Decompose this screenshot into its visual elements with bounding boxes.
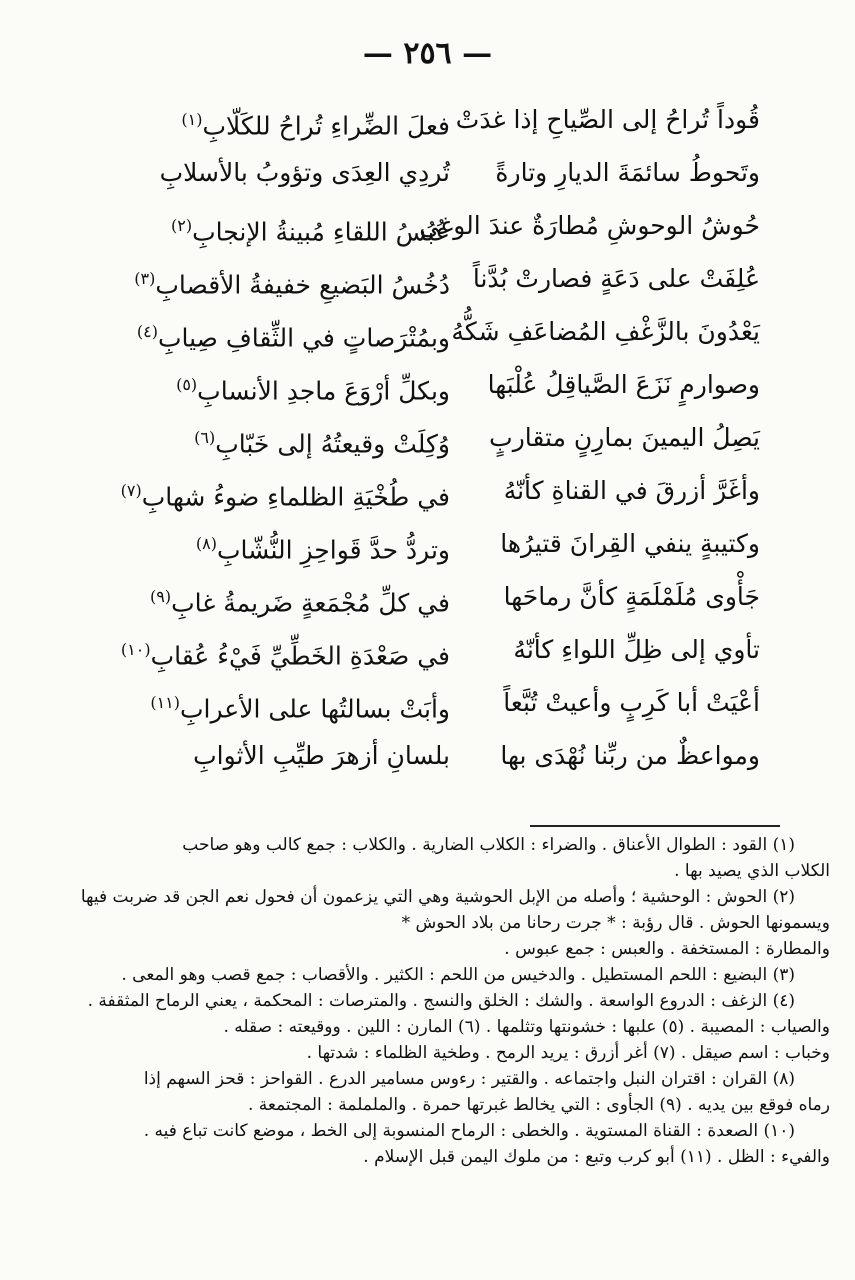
first-hemistich: وتَحوطُ سائمَةَ الديارِ وتارةً (495, 158, 760, 187)
second-hemistich (130, 577, 450, 623)
second-hemistich-text: وتردُّ حدَّ قَواحِزِ النُّشّابِ (217, 535, 450, 565)
footnote-marker: (١٠) (120, 640, 151, 659)
footnote-line: (١) القود : الطوال الأعناق . والضراء : الكلاب الضارية . والكلاب : جمع كالب وهو صاحب (182, 835, 795, 855)
poem (100, 92, 760, 781)
second-hemistich-text: وبكلِّ أرْوَعَ ماجدِ الأنسابِ (197, 376, 450, 406)
first-hemistich: يَصِلُ اليمينَ بمارِنٍ متقاربٍ (489, 423, 760, 452)
verse-line (100, 251, 760, 304)
first-hemistich: ومواعظٌ من ربِّنا نُهْدَى بها (500, 741, 760, 770)
footnote-marker: (٣) (134, 269, 156, 288)
footnote-line: والفيء : الظل . (١١) أبو كرب وتبع : من ملوك اليمن قبل الإسلام . (363, 1147, 830, 1167)
verse-line (100, 622, 760, 675)
first-hemistich: وصوارمٍ نَزَعَ الصَّياقِلُ عُلْبَها (487, 370, 760, 399)
second-hemistich-text: فعلَ الضِّراءِ تُراحُ للكَلّابِ (202, 111, 450, 141)
verse-line (100, 410, 760, 463)
first-hemistich: أعْيَتْ أبا كَرِبٍ وأعيتْ تُبَّعاً (503, 688, 760, 717)
second-hemistich-text: وُكِلَتْ وقيعتُهُ إلى خَبّابِ (215, 429, 450, 459)
footnote-marker: (١) (181, 110, 203, 129)
first-hemistich: يَعْدُونَ بالزَّغْفِ المُضاعَفِ شَكُّهُ (451, 317, 760, 346)
second-hemistich (130, 365, 450, 411)
footnote-line: (٤) الزغف : الدروع الواسعة . والشك : الخلق والنسج . والمترصات : المحكمة ، يعني الرماح المثقفة . (87, 991, 795, 1011)
second-hemistich-text: عُبُسُ اللقاءِ مُبينةُ الإنجابِ (192, 217, 450, 247)
second-hemistich (130, 100, 450, 146)
footnote-line: (٢) الحوش : الوحشية ؛ وأصله من الإبل الحوشية وهي التي يزعمون أن فحول نعم الجن قد ضربت فيها (80, 887, 795, 907)
footnote-marker: (٩) (149, 587, 172, 606)
second-hemistich-text: وأبَتْ بسالتُها على الأعرابِ (180, 694, 450, 724)
second-hemistich (130, 153, 450, 193)
footnote-line: رماه فوقع بين يديه . (٩) الجأوى : التي يخالط غبرتها حمرة . والململمة : المجتمعة . (247, 1095, 830, 1115)
verse-line (100, 357, 760, 410)
second-hemistich (130, 524, 450, 570)
first-hemistich: وأغَرَّ أزرقَ في القناةِ كأنّهُ (503, 476, 760, 505)
footnote-line: والمطارة : المستخفة . والعبس : جمع عبوس . (504, 939, 830, 959)
footnote-separator (530, 825, 780, 827)
verse-line (100, 569, 760, 622)
footnote-marker: (١١) (150, 693, 181, 712)
first-hemistich: وكتيبةٍ ينفي القِرانَ قتيرُها (500, 529, 760, 558)
first-hemistich: حُوشُ الوحوشِ مُطارَةٌ عندَ الوغى (419, 211, 760, 240)
footnotes (22, 832, 830, 1170)
second-hemistich (120, 630, 450, 676)
footnote-marker: (٥) (176, 375, 198, 394)
first-hemistich: عُلِفَتْ على دَعَةٍ فصارتْ بُدَّناً (472, 264, 760, 293)
first-hemistich: جَأْوى مُلَمْلَمَةٍ كأنَّ رماحَها (503, 582, 760, 611)
second-hemistich (120, 471, 450, 517)
second-hemistich-text: تُردِي العِدَى وتؤوبُ بالأسلابِ (159, 158, 450, 187)
verse-line (100, 145, 760, 198)
footnote-marker: (٨) (195, 534, 217, 553)
second-hemistich-text: في صَعْدَةِ الخَطِّيِّ فَيْءُ عُقابِ (150, 641, 450, 671)
footnote-line: (١٠) الصعدة : القناة المستوية . والخطى : الرماح المنسوبة إلى الخط ، موضع كانت تباع فيه . (143, 1121, 795, 1141)
verse-line (100, 675, 760, 728)
verse-line (100, 92, 760, 145)
footnote-line: الكلاب الذي يصيد بها . (674, 861, 830, 881)
page-number: — ٢٥٦ — (362, 36, 493, 71)
footnote-line: ويسمونها الحوش . قال رؤبة : * جرت رحانا من بلاد الحوش * (401, 913, 830, 933)
footnote-marker: (٦) (194, 428, 216, 447)
second-hemistich (130, 683, 450, 729)
second-hemistich-text: في كلِّ مُجْمَعةٍ ضَريمةُ غابِ (171, 588, 450, 618)
footnote-line: وخباب : اسم صيقل . (٧) أغر أزرق : يريد الرمح . وطخية الظلماء : شدتها . (306, 1043, 830, 1063)
verse-line (100, 463, 760, 516)
footnote-line: (٨) القران : اقتران النبل واجتماعه . والقتير : رءوس مسامير الدرع . القواحز : قحز السهم إذا (143, 1069, 795, 1089)
footnote-line: (٣) البضيع : اللحم المستطيل . والدخيس من اللحم : الكثير . والأقصاب : جمع قصب وهو المعى . (121, 965, 795, 985)
second-hemistich (130, 736, 450, 776)
first-hemistich: تأوي إلى ظِلِّ اللواءِ كأنّهُ (513, 635, 760, 664)
second-hemistich (130, 418, 450, 464)
first-hemistich: قُوداً تُراحُ إلى الصِّياحِ إذا غدَتْ (455, 105, 760, 134)
second-hemistich-text: وبمُتْرَصاتٍ في الثِّقافِ صِيابِ (157, 323, 450, 353)
verse-line (100, 198, 760, 251)
footnote-line: والصياب : المصيبة . (٥) علبها : خشونتها وتثلمها . (٦) المارن : اللين . ووقيعته : صقله . (223, 1017, 830, 1037)
second-hemistich (130, 312, 450, 358)
verse-line (100, 728, 760, 781)
footnote-marker: (٧) (120, 481, 142, 500)
verse-line (100, 516, 760, 569)
second-hemistich (130, 206, 450, 252)
second-hemistich-text: دُخُسُ البَضيعِ خفيفةُ الأقصابِ (155, 270, 450, 300)
verse-line (100, 304, 760, 357)
footnote-marker: (٢) (170, 216, 193, 235)
second-hemistich (130, 259, 450, 305)
second-hemistich-text: في طُخْيَةِ الظلماءِ ضوءُ شهابِ (141, 482, 450, 512)
footnote-marker: (٤) (136, 322, 158, 341)
second-hemistich-text: بلسانِ أزهرَ طيِّبِ الأثوابِ (193, 741, 450, 770)
